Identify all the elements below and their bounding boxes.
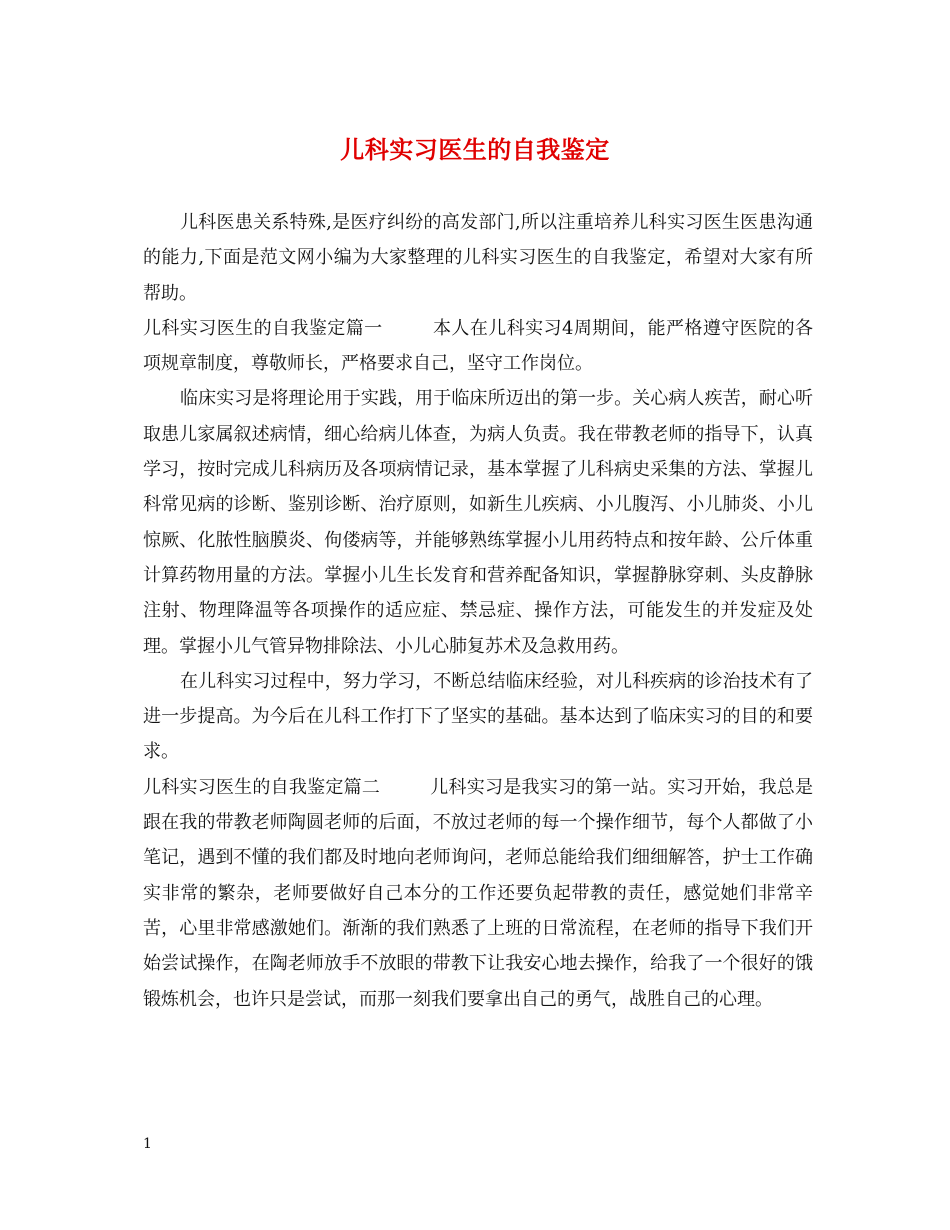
- page-number: 1: [143, 1136, 152, 1152]
- document-body: [143, 205, 813, 1017]
- document-title: 儿科实习医生的自我鉴定: [340, 135, 610, 164]
- section-two-paragraph: [143, 770, 813, 1017]
- paragraph-text: 在儿科实习过程中，努力学习，不断总结临床经验，对儿科疾病的诊治技术有了进一步提高。为今后在儿科工作打下了坚实的基础。基本达到了临床实习的目的和要求。: [143, 670, 813, 763]
- paragraph-text: 儿科医患关系特殊,是医疗纠纷的高发部门,所以注重培养儿科实习医生医患沟通的能力,下面是范文网小编为大家整理的儿科实习医生的自我鉴定，希望对大家有所帮助。: [143, 212, 813, 304]
- clinical-practice-paragraph: [143, 381, 813, 663]
- intro-paragraph: [143, 205, 813, 311]
- paragraph-text: 临床实习是将理论用于实践，用于临床所迈出的第一步。关心病人疾苦，耐心听取患儿家属叙述病情，细心给病儿体查，为病人负责。我在带教老师的指导下，认真学习，按时完成儿科病历及各项病情记录，基本掌握了儿科病史采集的方法、掌握儿科常见病的诊断、鉴别诊断、治疗原则，如新生儿疾病、小儿腹泻、小儿肺炎、小儿惊厥、化脓性脑膜炎、佝偻病等，并能够熟练掌握小儿用药特点和按年龄、公斤体重计算药物用量的方法。掌握小儿生长发育和营养配备知识，掌握静脉穿刺、头皮静脉注射、物理降温等各项操作的适应症、禁忌症、操作方法，可能发生的并发症及处理。掌握小儿气管异物排除法、小儿心肺复苏术及急救用药。: [143, 388, 813, 657]
- summary-paragraph: [143, 664, 813, 770]
- paragraph-text: 本人在儿科实习4周期间，能严格遵守医院的各项规章制度，尊敬师长，严格要求自己，坚守工作岗位。: [143, 317, 813, 375]
- paragraph-text: 儿科实习是我实习的第一站。实习开始，我总是跟在我的带教老师陶圆老师的后面，不放过老师的每一个操作细节，每个人都做了小笔记，遇到不懂的我们都及时地向老师询问，老师总能给我们细细解答，护士工作确实非常的繁杂，老师要做好自己本分的工作还要负起带教的责任，感觉她们非常辛苦，心里非常感激她们。渐渐的我们熟悉了上班的日常流程，在老师的指导下我们开始尝试操作，在陶老师放手不放眼的带教下让我安心地去操作，给我了一个很好的饿锻炼机会，也许只是尝试，而那一刻我们要拿出自己的勇气，战胜自己的心理。: [143, 776, 814, 1010]
- section-heading: 儿科实习医生的自我鉴定篇二: [143, 776, 381, 798]
- section-heading: 儿科实习医生的自我鉴定篇一: [143, 317, 383, 339]
- section-one-paragraph: [143, 311, 813, 382]
